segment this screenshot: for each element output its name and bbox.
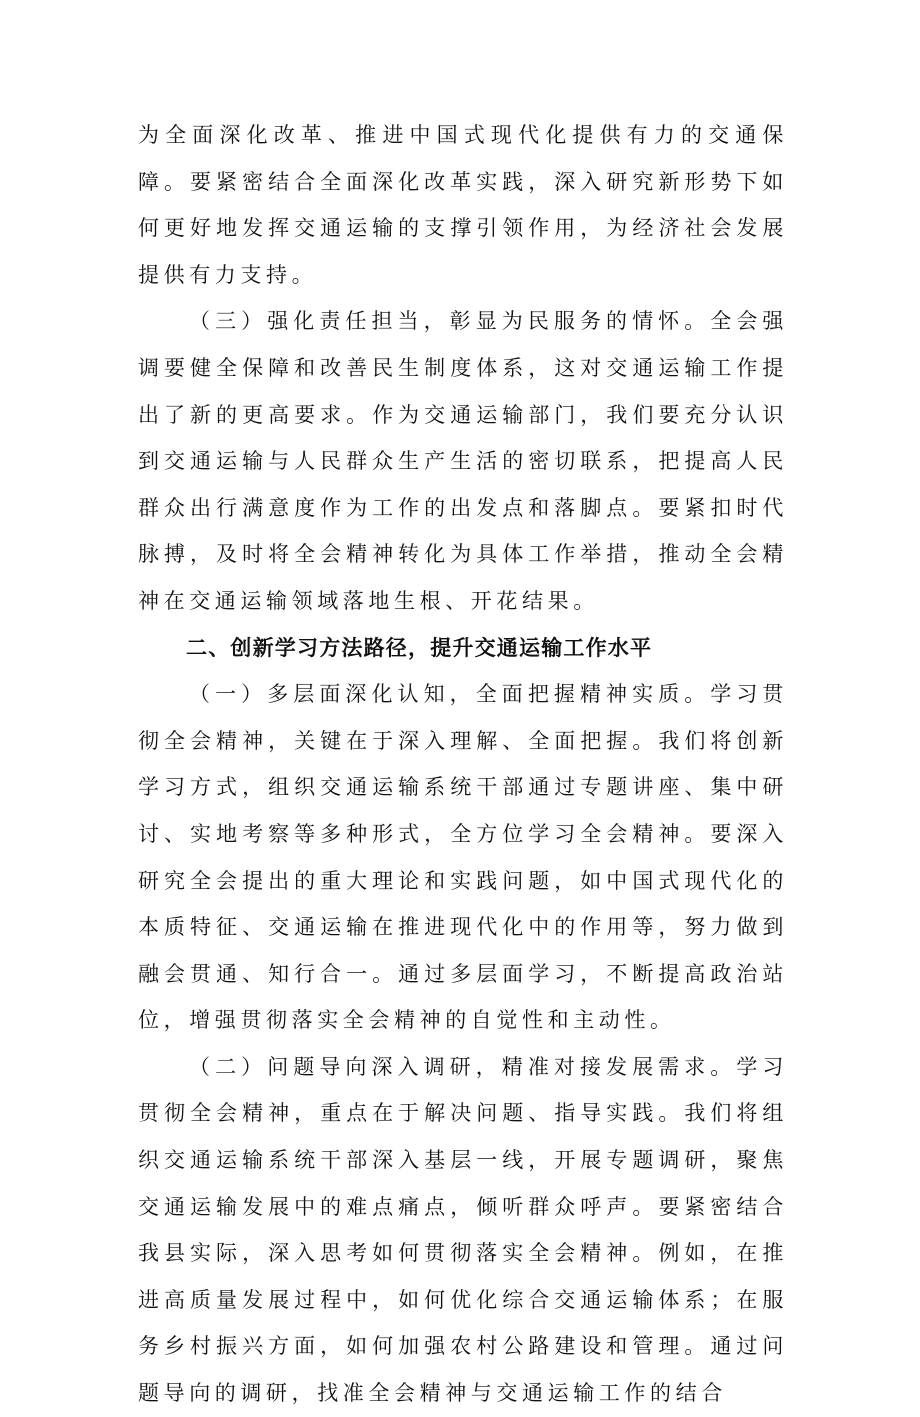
document-body: [138, 112, 788, 1417]
body-paragraph-section-3: （三）强化责任担当，彰显为民服务的情怀。全会强调要健全保障和改善民生制度体系，这对交通运输工作提出了新的更高要求。作为交通运输部门，我们要充分认识到交通运输与人民群众生产生活的密切联系，把提高人民群众出行满意度作为工作的出发点和落脚点。要紧扣时代脉搏，及时将全会精神转化为具体工作举措，推动全会精神在交通运输领域落地生根、开花结果。: [138, 309, 788, 613]
body-paragraph-1: 为全面深化改革、推进中国式现代化提供有力的交通保障。要紧密结合全面深化改革实践，深入研究新形势下如何更好地发挥交通运输的支撑引领作用，为经济社会发展提供有力支持。: [138, 123, 788, 287]
section-heading-2: 二、创新学习方法路径，提升交通运输工作水平: [186, 635, 653, 660]
body-paragraph-subsection-2: （二）问题导向深入调研，精准对接发展需求。学习贯彻全会精神，重点在于解决问题、指导实践。我们将组织交通运输系统干部深入基层一线，开展专题调研，聚焦交通运输发展中的难点痛点，倾听群众呼声。要紧密结合我县实际，深入思考如何贯彻落实全会精神。例如，在推进高质量发展过程中，如何优化综合交通运输体系；在服务乡村振兴方面，如何加强农村公路建设和管理。通过问题导向的调研，找准全会精神与交通运输工作的结合: [138, 1054, 788, 1406]
body-paragraph-subsection-1: （一）多层面深化认知，全面把握精神实质。学习贯彻全会精神，关键在于深入理解、全面把握。我们将创新学习方式，组织交通运输系统干部通过专题讲座、集中研讨、实地考察等多种形式，全方位学习全会精神。要深入研究全会提出的重大理论和实践问题，如中国式现代化的本质特征、交通运输在推进现代化中的作用等，努力做到融会贯通、知行合一。通过多层面学习，不断提高政治站位，增强贯彻落实全会精神的自觉性和主动性。: [138, 682, 788, 1033]
